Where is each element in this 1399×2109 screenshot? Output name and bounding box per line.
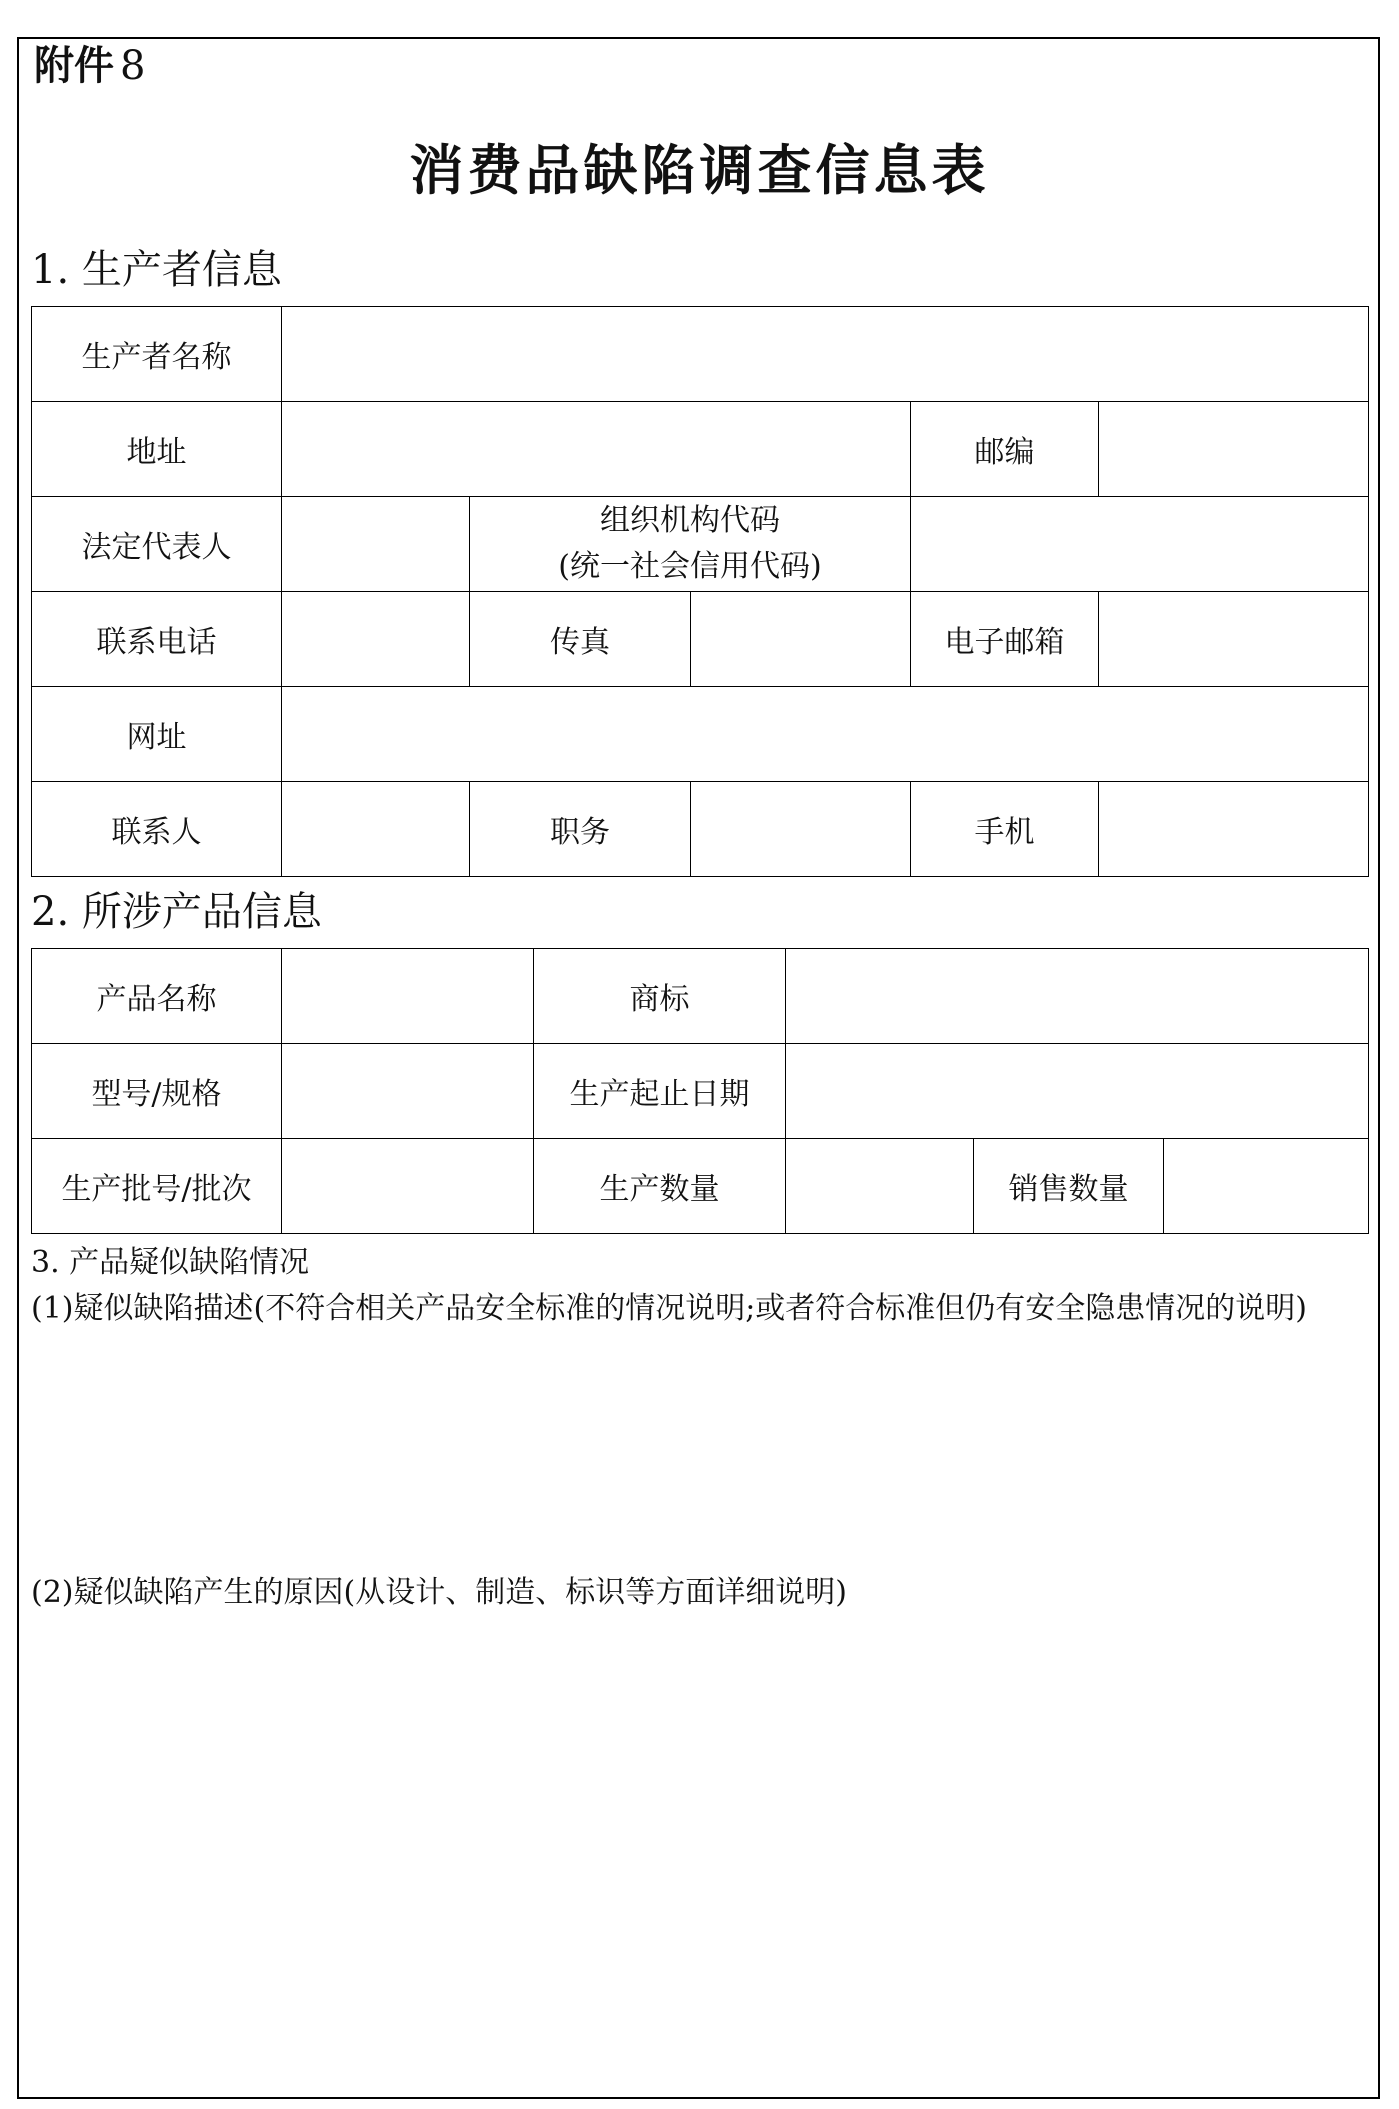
- defect-description-prompt: (1)疑似缺陷描述(不符合相关产品安全标准的情况说明;或者符合标准但仍有安全隐患情况的说明): [31, 1291, 1308, 1326]
- sales-qty-field[interactable]: [1164, 1139, 1369, 1234]
- fax-label: 传真: [470, 592, 691, 687]
- production-dates-field[interactable]: [786, 1044, 1369, 1139]
- form-title: 消费品缺陷调查信息表: [409, 139, 990, 202]
- contact-label: 联系人: [32, 782, 282, 877]
- org-code-label-line2: (统一社会信用代码): [558, 549, 822, 584]
- model-field[interactable]: [282, 1044, 534, 1139]
- section-3-heading: 3. 产品疑似缺陷情况: [31, 1245, 310, 1280]
- contact-field[interactable]: [282, 782, 470, 877]
- table-row: [32, 307, 1369, 402]
- fax-field[interactable]: [691, 592, 911, 687]
- legal-rep-label: 法定代表人: [32, 497, 282, 592]
- mobile-field[interactable]: [1099, 782, 1369, 877]
- trademark-field[interactable]: [786, 949, 1369, 1044]
- website-field[interactable]: [282, 687, 1369, 782]
- table-row: [32, 497, 1369, 592]
- org-code-label-line1: 组织机构代码: [600, 503, 780, 538]
- table-row: [32, 1139, 1369, 1234]
- producer-info-table: [31, 306, 1369, 877]
- sales-qty-label: 销售数量: [974, 1139, 1164, 1234]
- production-qty-label: 生产数量: [534, 1139, 786, 1234]
- postcode-field[interactable]: [1099, 402, 1369, 497]
- batch-field[interactable]: [282, 1139, 534, 1234]
- batch-label: 生产批号/批次: [32, 1139, 282, 1234]
- address-label: 地址: [32, 402, 282, 497]
- email-label: 电子邮箱: [911, 592, 1099, 687]
- section-2-heading: 2. 所涉产品信息: [31, 889, 322, 935]
- legal-rep-field[interactable]: [282, 497, 470, 592]
- table-row: [32, 402, 1369, 497]
- section-1-heading: 1. 生产者信息: [31, 247, 282, 293]
- phone-label: 联系电话: [32, 592, 282, 687]
- table-row: [32, 782, 1369, 877]
- product-name-label: 产品名称: [32, 949, 282, 1044]
- producer-name-label: 生产者名称: [32, 307, 282, 402]
- phone-field[interactable]: [282, 592, 470, 687]
- website-label: 网址: [32, 687, 282, 782]
- production-qty-field[interactable]: [786, 1139, 974, 1234]
- position-label: 职务: [470, 782, 691, 877]
- org-code-label: [470, 497, 911, 592]
- table-row: [32, 949, 1369, 1044]
- product-name-field[interactable]: [282, 949, 534, 1044]
- table-row: [32, 1044, 1369, 1139]
- annex-label: 附件 8: [34, 43, 146, 89]
- postcode-label: 邮编: [911, 402, 1099, 497]
- mobile-label: 手机: [911, 782, 1099, 877]
- address-field[interactable]: [282, 402, 911, 497]
- org-code-field[interactable]: [911, 497, 1369, 592]
- defect-cause-prompt: (2)疑似缺陷产生的原因(从设计、制造、标识等方面详细说明): [31, 1575, 847, 1610]
- table-row: [32, 592, 1369, 687]
- email-field[interactable]: [1099, 592, 1369, 687]
- product-info-table: [31, 948, 1369, 1234]
- table-row: [32, 687, 1369, 782]
- position-field[interactable]: [691, 782, 911, 877]
- trademark-label: 商标: [534, 949, 786, 1044]
- production-dates-label: 生产起止日期: [534, 1044, 786, 1139]
- producer-name-field[interactable]: [282, 307, 1369, 402]
- model-label: 型号/规格: [32, 1044, 282, 1139]
